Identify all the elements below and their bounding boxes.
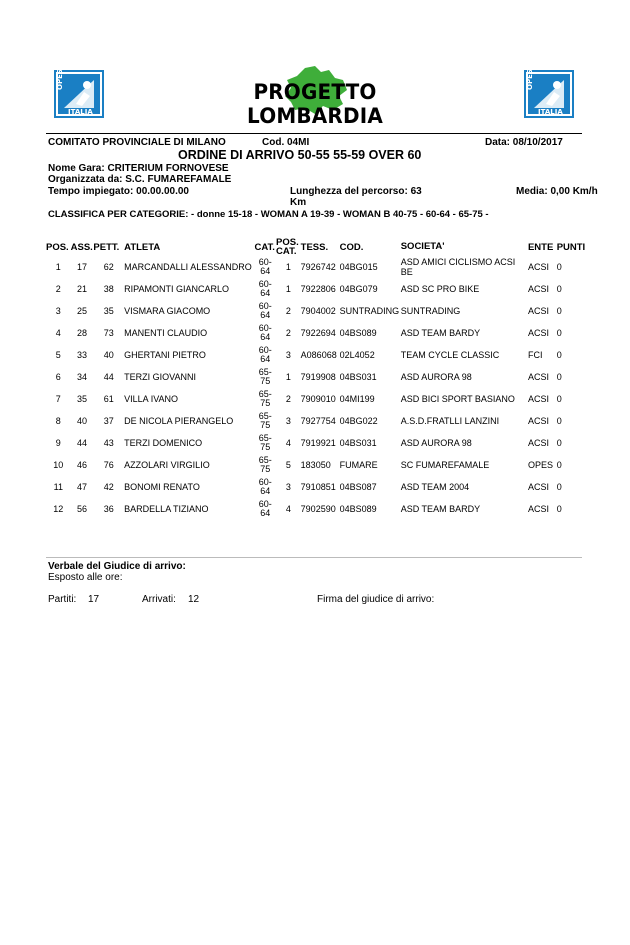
col-pos-cat-line1: POS. bbox=[276, 237, 299, 248]
cell-societa: ASD AURORA 98 bbox=[400, 372, 472, 382]
col-tess: TESS. bbox=[300, 241, 329, 253]
col-pos: POS. bbox=[46, 241, 69, 253]
cell-cat-line2: 64 bbox=[260, 332, 271, 342]
cell-cat-line1: 65- bbox=[258, 411, 272, 421]
cell-ente: FCI bbox=[527, 350, 543, 360]
cell-ass: 33 bbox=[77, 350, 88, 360]
cell-punti: 0 bbox=[556, 372, 562, 382]
table-row bbox=[46, 410, 586, 432]
cell-punti: 0 bbox=[556, 394, 562, 404]
cell-cat bbox=[255, 454, 277, 476]
cell-societa: ASD TEAM 2004 bbox=[400, 482, 470, 492]
cell-pos: 3 bbox=[55, 306, 61, 316]
cell-ass: 21 bbox=[77, 284, 88, 294]
cell-cat-line1: 60- bbox=[258, 279, 272, 289]
cell-pos-cat: 1 bbox=[285, 261, 291, 272]
cell-pos: 11 bbox=[53, 482, 63, 492]
cell-cod: 04BG022 bbox=[339, 416, 378, 426]
cell-ente: ACSI bbox=[527, 416, 549, 426]
cell-cat-line1: 60- bbox=[258, 499, 272, 509]
table-row bbox=[46, 366, 586, 388]
banner-title: PROGETTO LOMBARDIA bbox=[247, 80, 383, 128]
cell-tess: 7909010 bbox=[300, 394, 336, 404]
cell-pos: 12 bbox=[53, 504, 64, 514]
time-used: Tempo impiegato: 00.00.00.00 bbox=[48, 186, 189, 197]
cell-cod: 04BS089 bbox=[339, 504, 377, 514]
date-label: Data: 08/10/2017 bbox=[485, 137, 563, 148]
cell-pett: 36 bbox=[103, 504, 114, 514]
cell-societa: TEAM CYCLE CLASSIC bbox=[400, 350, 500, 360]
col-societa: SOCIETA' bbox=[400, 241, 445, 252]
cell-cat-line1: 65- bbox=[258, 389, 272, 399]
cell-atleta: VISMARA GIACOMO bbox=[124, 306, 211, 316]
cell-punti: 0 bbox=[556, 438, 562, 448]
cell-ass: 35 bbox=[77, 394, 88, 404]
cell-ente: ACSI bbox=[527, 284, 549, 294]
table-row bbox=[46, 344, 586, 366]
table-row bbox=[46, 498, 586, 520]
cell-tess: 7919908 bbox=[300, 372, 336, 382]
svg-text:ITALIA: ITALIA bbox=[68, 108, 93, 116]
cell-pos: 7 bbox=[55, 394, 61, 404]
cell-societa: ASD AURORA 98 bbox=[400, 438, 472, 448]
cell-cat bbox=[255, 432, 277, 454]
svg-text:ITALIA: ITALIA bbox=[538, 108, 563, 116]
partiti-label: Partiti: bbox=[48, 594, 77, 605]
cell-cat-line1: 60- bbox=[258, 257, 272, 267]
cell-pos-cat: 2 bbox=[285, 393, 291, 404]
cell-atleta: TERZI GIOVANNI bbox=[124, 372, 197, 382]
col-ass: ASS. bbox=[70, 241, 93, 253]
table-row bbox=[46, 278, 586, 300]
cell-ass: 34 bbox=[77, 372, 88, 382]
cell-pos-cat: 3 bbox=[285, 481, 291, 492]
cell-punti: 0 bbox=[556, 306, 562, 316]
average-speed: Media: 0,00 Km/h bbox=[516, 186, 598, 197]
cell-societa: A.S.D.FRATLLI LANZINI bbox=[400, 416, 500, 426]
organizer: Organizzata da: S.C. FUMAREFAMALE bbox=[48, 174, 232, 185]
table-row bbox=[46, 300, 586, 322]
cell-ass: 17 bbox=[77, 262, 88, 272]
cell-cat-line1: 60- bbox=[258, 477, 272, 487]
col-atleta: ATLETA bbox=[124, 241, 161, 253]
cell-societa: ASD BICI SPORT BASIANO bbox=[400, 394, 515, 404]
col-pos-cat bbox=[276, 238, 301, 256]
course-length: Lunghezza del percorso: 63 bbox=[290, 186, 422, 197]
cell-atleta: GHERTANI PIETRO bbox=[124, 350, 206, 360]
cell-punti: 0 bbox=[556, 504, 562, 514]
header-rule bbox=[46, 133, 582, 134]
cell-cat-line2: 64 bbox=[260, 288, 271, 298]
cell-pos-cat: 2 bbox=[285, 327, 291, 338]
cell-pos: 4 bbox=[55, 328, 61, 338]
cell-tess: 7919921 bbox=[300, 438, 336, 448]
cell-ente: ACSI bbox=[527, 372, 549, 382]
cell-pos-cat: 2 bbox=[285, 305, 291, 316]
page-title: ORDINE DI ARRIVO 50-55 55-59 OVER 60 bbox=[178, 148, 422, 162]
cell-pos: 10 bbox=[53, 460, 64, 470]
code-label: Cod. 04MI bbox=[262, 137, 310, 148]
cell-atleta: RIPAMONTI GIANCARLO bbox=[124, 284, 230, 294]
cell-ente: ACSI bbox=[527, 482, 549, 492]
cell-pos-cat: 3 bbox=[285, 415, 291, 426]
cell-atleta: VILLA IVANO bbox=[124, 394, 179, 404]
cell-pett: 61 bbox=[103, 394, 114, 404]
cell-cat-line2: 75 bbox=[260, 442, 271, 452]
cell-cat bbox=[255, 300, 277, 322]
col-ente: ENTE bbox=[527, 241, 554, 253]
cell-cod: 04MI199 bbox=[339, 394, 375, 404]
cell-ass: 56 bbox=[77, 504, 88, 514]
committee-label: COMITATO PROVINCIALE DI MILANO bbox=[48, 137, 226, 148]
cell-cat-line2: 64 bbox=[260, 354, 271, 364]
cell-ente: ACSI bbox=[527, 306, 549, 316]
cell-tess: A086068 bbox=[300, 350, 337, 360]
cell-tess: 183050 bbox=[300, 460, 331, 470]
cell-societa: ASD TEAM BARDY bbox=[400, 504, 481, 514]
cell-pos-cat: 5 bbox=[285, 459, 291, 470]
race-name: Nome Gara: CRITERIUM FORNOVESE bbox=[48, 163, 229, 174]
cell-pett: 43 bbox=[103, 438, 114, 448]
cell-tess: 7926742 bbox=[300, 262, 336, 272]
cell-cod: 04BS089 bbox=[339, 328, 377, 338]
cell-cat-line2: 64 bbox=[260, 310, 271, 320]
cell-tess: 7927754 bbox=[300, 416, 336, 426]
table-row bbox=[46, 454, 586, 476]
partiti-value: 17 bbox=[88, 594, 100, 605]
cell-societa: SUNTRADING bbox=[400, 306, 461, 316]
cell-pos: 9 bbox=[55, 438, 61, 448]
cell-cod: 04BS031 bbox=[339, 438, 377, 448]
cell-punti: 0 bbox=[556, 328, 562, 338]
cell-cat bbox=[255, 344, 277, 366]
cell-cat bbox=[255, 388, 277, 410]
opes-italia-logo-left bbox=[54, 70, 104, 118]
cell-pett: 37 bbox=[103, 416, 114, 426]
cell-cat-line2: 64 bbox=[260, 266, 271, 276]
cell-cod: 04BS031 bbox=[339, 372, 377, 382]
cell-pett: 40 bbox=[103, 350, 114, 360]
col-cat: CAT. bbox=[254, 241, 275, 253]
verbale-label: Verbale del Giudice di arrivo: bbox=[48, 561, 186, 572]
cell-ass: 46 bbox=[77, 460, 88, 470]
cell-cat bbox=[255, 366, 277, 388]
cell-pos-cat: 1 bbox=[285, 283, 291, 294]
cell-pos: 1 bbox=[55, 262, 61, 272]
cell-ass: 25 bbox=[77, 306, 88, 316]
cell-cat bbox=[255, 256, 277, 278]
cell-ass: 44 bbox=[77, 438, 88, 448]
cell-cat-line1: 65- bbox=[258, 367, 272, 377]
col-cod: COD. bbox=[339, 241, 364, 253]
cell-ente: OPES bbox=[527, 460, 553, 470]
arrivati-label: Arrivati: bbox=[142, 594, 176, 605]
cell-atleta: MANENTI CLAUDIO bbox=[124, 328, 208, 338]
results-table bbox=[46, 238, 586, 520]
cell-pos-cat: 4 bbox=[285, 503, 291, 514]
cell-punti: 0 bbox=[556, 460, 562, 470]
firma-label: Firma del giudice di arrivo: bbox=[317, 594, 435, 605]
cell-cod: FUMARE bbox=[339, 460, 378, 470]
cell-cat bbox=[255, 322, 277, 344]
cell-cat-line2: 64 bbox=[260, 508, 271, 518]
cell-societa: ASD AMICI CICLISMO ACSI BE bbox=[400, 257, 516, 277]
cell-punti: 0 bbox=[556, 416, 562, 426]
cell-ass: 47 bbox=[77, 482, 88, 492]
cell-punti: 0 bbox=[556, 482, 562, 492]
progetto-lombardia-banner bbox=[185, 62, 445, 128]
cell-ente: ACSI bbox=[527, 262, 549, 272]
cell-atleta: AZZOLARI VIRGILIO bbox=[124, 460, 210, 470]
cell-societa: ASD TEAM BARDY bbox=[400, 328, 481, 338]
cell-ente: ACSI bbox=[527, 328, 549, 338]
cell-atleta: BARDELLA TIZIANO bbox=[124, 504, 209, 514]
table-row bbox=[46, 432, 586, 454]
cell-cat-line2: 75 bbox=[260, 398, 271, 408]
arrivati-value: 12 bbox=[188, 594, 200, 605]
col-pett: PETT. bbox=[93, 241, 120, 253]
col-pos-cat-line2: CAT. bbox=[276, 246, 297, 257]
cell-pos: 2 bbox=[55, 284, 61, 294]
cell-pett: 35 bbox=[103, 306, 114, 316]
cell-societa: ASD SC PRO BIKE bbox=[400, 284, 480, 294]
cell-pos-cat: 4 bbox=[285, 437, 291, 448]
col-punti: PUNTI bbox=[556, 241, 586, 253]
cell-tess: 7922694 bbox=[300, 328, 336, 338]
cell-tess: 7902590 bbox=[300, 504, 336, 514]
table-row bbox=[46, 388, 586, 410]
cell-cat-line2: 75 bbox=[260, 376, 271, 386]
cell-pett: 76 bbox=[103, 460, 114, 470]
cell-punti: 0 bbox=[556, 284, 562, 294]
table-row bbox=[46, 322, 586, 344]
cell-cat-line1: 65- bbox=[258, 433, 272, 443]
cell-pett: 62 bbox=[103, 262, 114, 272]
cell-cod: SUNTRADING bbox=[339, 306, 400, 316]
svg-text:OPES: OPES bbox=[526, 70, 534, 90]
cell-societa: SC FUMAREFAMALE bbox=[400, 460, 490, 470]
cell-pos: 8 bbox=[55, 416, 61, 426]
cell-cat-line2: 64 bbox=[260, 486, 271, 496]
cell-cod: 04BS087 bbox=[339, 482, 377, 492]
cell-pett: 42 bbox=[103, 482, 114, 492]
cell-cat-line1: 65- bbox=[258, 455, 272, 465]
cell-pos-cat: 1 bbox=[285, 371, 291, 382]
cell-cod: 04BG079 bbox=[339, 284, 378, 294]
cell-cod: 02L4052 bbox=[339, 350, 375, 360]
svg-text:OPES: OPES bbox=[56, 70, 64, 90]
cell-pett: 38 bbox=[103, 284, 114, 294]
cell-cat-line1: 60- bbox=[258, 345, 272, 355]
cell-ente: ACSI bbox=[527, 504, 549, 514]
cell-cod: 04BG015 bbox=[339, 262, 378, 272]
cell-ente: ACSI bbox=[527, 438, 549, 448]
cell-pett: 44 bbox=[103, 372, 114, 382]
cell-atleta: MARCANDALLI ALESSANDRO bbox=[124, 262, 252, 272]
cell-cat-line2: 75 bbox=[260, 420, 271, 430]
cell-pos: 6 bbox=[55, 372, 61, 382]
cell-cat bbox=[255, 278, 277, 300]
categories-line: CLASSIFICA PER CATEGORIE: - donne 15-18 - WOMAN A 19-39 - WOMAN B 40-75 - 60-64 - 65-75 - bbox=[48, 209, 489, 220]
cell-pos-cat: 3 bbox=[285, 349, 291, 360]
cell-tess: 7910851 bbox=[300, 482, 336, 492]
course-length-unit: Km bbox=[290, 197, 307, 208]
cell-cat bbox=[255, 476, 277, 498]
cell-pett: 73 bbox=[103, 328, 114, 338]
cell-punti: 0 bbox=[556, 262, 562, 272]
cell-atleta: BONOMI RENATO bbox=[124, 482, 200, 492]
cell-punti: 0 bbox=[556, 350, 562, 360]
cell-tess: 7922806 bbox=[300, 284, 336, 294]
cell-ass: 40 bbox=[77, 416, 88, 426]
cell-cat bbox=[255, 410, 277, 432]
cell-cat-line1: 60- bbox=[258, 301, 272, 311]
footer-rule bbox=[46, 557, 582, 558]
cell-cat-line2: 75 bbox=[260, 464, 271, 474]
cell-cat bbox=[255, 498, 277, 520]
cell-ente: ACSI bbox=[527, 394, 549, 404]
cell-tess: 7904002 bbox=[300, 306, 336, 316]
cell-ass: 28 bbox=[77, 328, 88, 338]
cell-pos: 5 bbox=[55, 350, 61, 360]
table-row bbox=[46, 256, 586, 278]
cell-cat-line1: 60- bbox=[258, 323, 272, 333]
table-row bbox=[46, 476, 586, 498]
opes-italia-logo-right bbox=[524, 70, 574, 118]
table-header-row bbox=[46, 238, 586, 256]
esposto-label: Esposto alle ore: bbox=[48, 572, 123, 583]
cell-atleta: TERZI DOMENICO bbox=[124, 438, 203, 448]
cell-atleta: DE NICOLA PIERANGELO bbox=[124, 416, 234, 426]
results-body bbox=[46, 256, 586, 520]
